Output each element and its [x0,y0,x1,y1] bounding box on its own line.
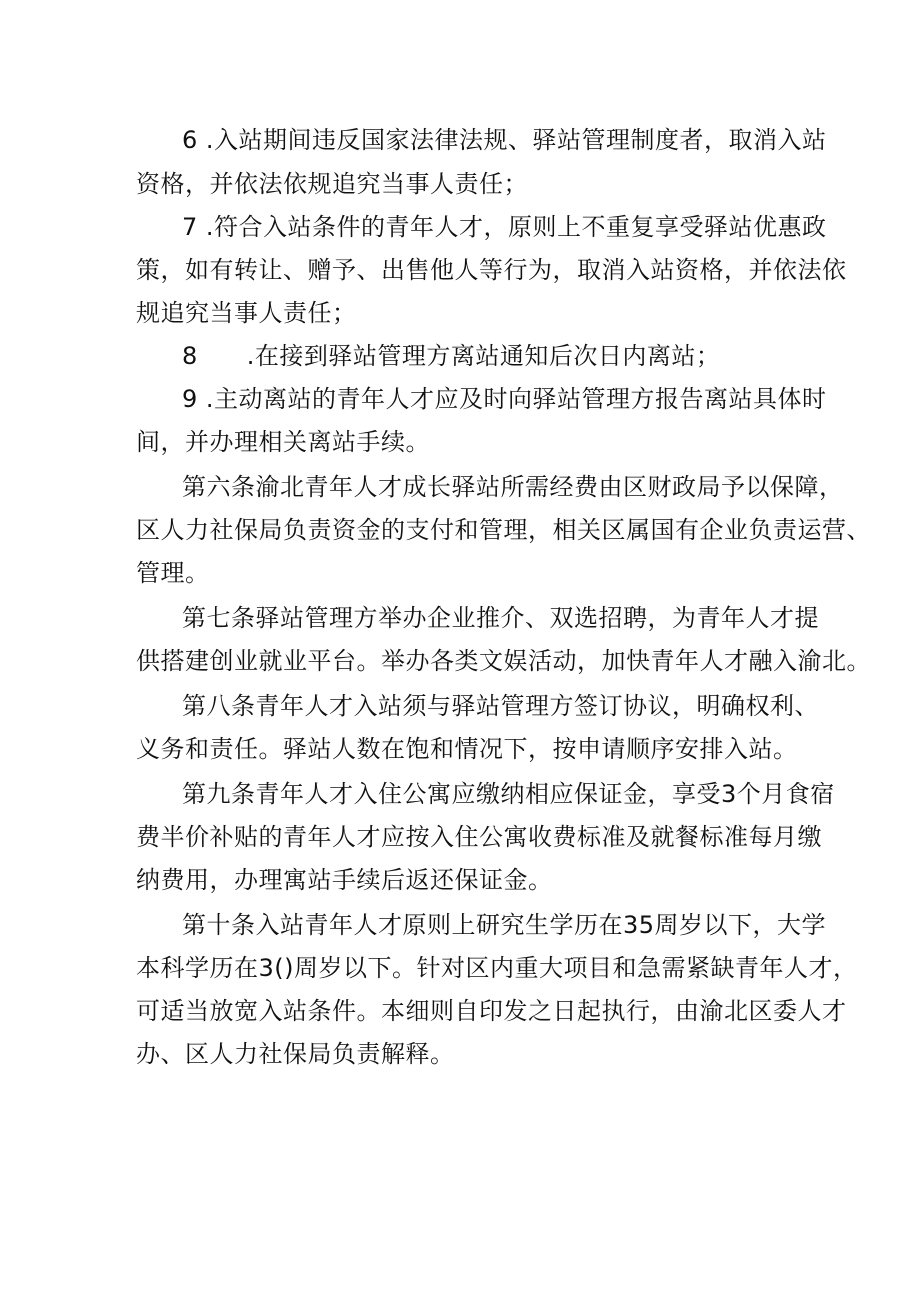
text-line: 义务和责任。驿站人数在饱和情况下，按申请顺序安排入站。 [136,735,798,763]
text-line: 办、区人力社保局负责解释。 [136,1040,455,1068]
text-line: 第八条青年人才入站须与驿站管理方签订协议，明确权利、 [182,692,819,720]
text-line: 7 .符合入站条件的青年人才，原则上不重复享受驿站优惠政 [182,213,827,241]
text-line: 纳费用，办理寓站手续后返还保证金。 [136,866,553,894]
text-line: 第九条青年人才入住公寓应缴纳相应保证金，享受3个月食宿 [182,780,835,808]
text-line: 第七条驿站管理方举办企业推介、双选招聘，为青年人才提 [182,604,819,632]
text-line: 管理。 [136,559,210,587]
text-line: 规追究当事人责任； [136,299,357,327]
text-line: 策，如有转让、赠予、出售他人等行为，取消入站资格，并依法依 [136,256,847,284]
text-line: 间，并办理相关离站手续。 [136,428,430,456]
text-line: 资格，并依法依规追究当事人责任； [136,170,528,198]
text-line: 6 .入站期间违反国家法律法规、驿站管理制度者，取消入站 [182,126,827,154]
text-line: 8 .在接到驿站管理方离站通知后次日内离站； [182,342,721,370]
text-line: 可适当放宽入站条件。本细则自印发之日起执行，由渝北区委人才 [136,997,847,1025]
text-line: 费半价补贴的青年人才应按入住公寓收费标准及就餐标准每月缴 [136,823,822,851]
text-line: 供搭建创业就业平台。举办各类文娱活动，加快青年人才融入渝北。 [136,647,871,675]
text-line: 第十条入站青年人才原则上研究生学历在35周岁以下，大学 [182,911,827,939]
text-line: 区人力社保局负责资金的支付和管理，相关区属国有企业负责运营、 [136,516,871,544]
text-line: 第六条渝北青年人才成长驿站所需经费由区财政局予以保障， [182,473,844,501]
text-line: 本科学历在3()周岁以下。针对区内重大项目和急需紧缺青年人才， [136,954,858,982]
text-line: 9 .主动离站的青年人才应及时向驿站管理方报告离站具体时 [182,385,827,413]
